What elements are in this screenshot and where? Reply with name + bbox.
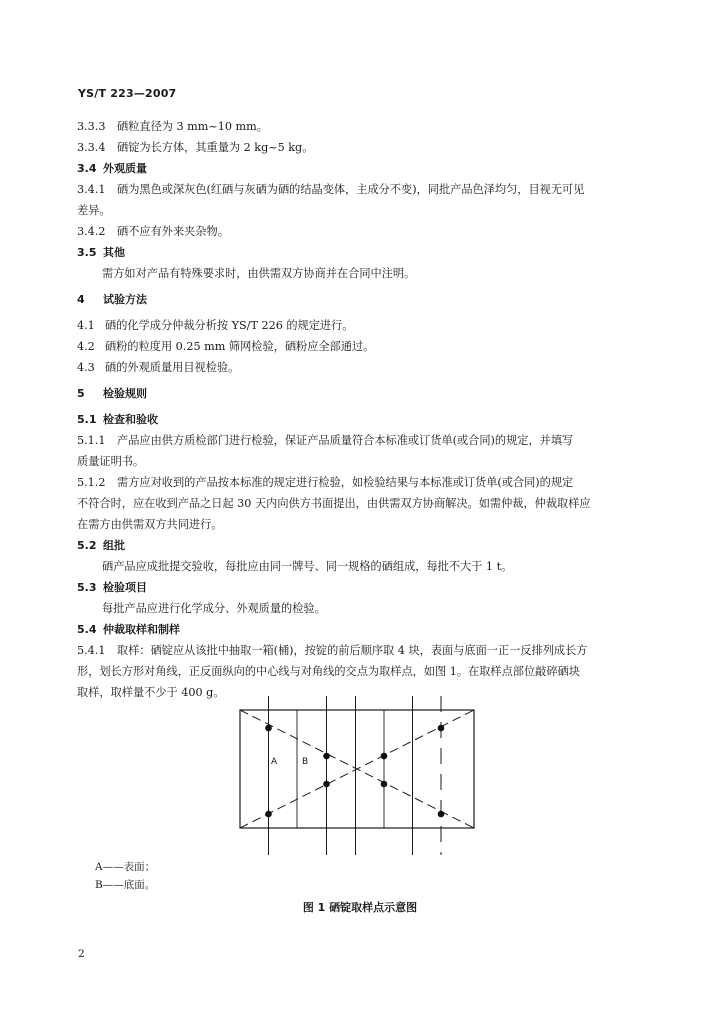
sampling-point (438, 725, 445, 732)
label-b: B (302, 757, 309, 767)
clause-number: 5.1.1 (77, 434, 106, 447)
clause-number: 5.1 (77, 413, 97, 426)
clause-text: 在需方由供需双方共同进行。 (77, 518, 223, 531)
paragraph (102, 560, 677, 574)
standard-number: YS/T 223—2007 (78, 87, 177, 100)
clause-text: 硒为黑色或深灰色(红硒与灰硒为硒的结晶变体，主成分不变)，同批产品色泽均匀，目视无可见 (117, 183, 585, 196)
figure-caption: 图 1 硒锭取样点示意图 (302, 901, 418, 914)
clause-text: 硒的外观质量用目视检验。 (105, 361, 240, 374)
clause-text: 硒粉的粒度用 0.25 mm 筛网检验，硒粉应全部通过。 (105, 340, 375, 353)
clause-text: 产品应由供方质检部门进行检验，保证产品质量符合本标准或订货单(或合同)的规定，并填写 (117, 434, 574, 447)
legend-b: B——底面。 (95, 879, 156, 891)
clause-text: 硒粒直径为 3 mm~10 mm。 (117, 120, 268, 133)
clause-text: 硒不应有外来夹杂物。 (117, 225, 229, 238)
heading-text: 组批 (103, 539, 125, 552)
paragraph-text: 硒产品应成批提交验收，每批应由同一牌号、同一规格的硒组成，每批不大于 1 t。 (102, 560, 513, 573)
clause-number: 3.4 (77, 162, 97, 175)
heading-3-5 (77, 246, 652, 260)
clause-number: 5.3 (77, 581, 97, 594)
clause-continuation (77, 665, 652, 679)
clause-5-4-1 (77, 644, 652, 658)
sampling-point (265, 811, 272, 818)
sampling-point (323, 781, 330, 788)
heading-5-1 (77, 413, 652, 427)
clause-text: 形，划长方形对角线，正反面纵向的中心线与对角线的交点为取样点，如图 1。在取样点部位敲碎硒块 (77, 665, 580, 678)
legend-a: A——表面； (95, 861, 156, 873)
clause-4-2 (77, 340, 652, 354)
clause-text: 不符合时，应在收到产品之日起 30 天内向供方书面提出，由供需双方协商解决。如需仲裁，仲裁取样应 (77, 497, 591, 510)
heading-4 (77, 293, 652, 307)
heading-text: 检验规则 (103, 387, 147, 400)
sampling-point (265, 725, 272, 732)
heading-text: 外观质量 (103, 162, 147, 175)
clause-continuation (77, 518, 652, 532)
clause-number: 3.3.4 (77, 141, 106, 154)
clause-3-4-1 (77, 183, 652, 197)
sampling-point (381, 753, 388, 760)
clause-3-3-4 (77, 141, 652, 155)
clause-5-1-1 (77, 434, 652, 448)
clause-4-3 (77, 361, 652, 375)
clause-text: 取样，取样量不少于 400 g。 (77, 686, 225, 699)
clause-3-3-3 (77, 120, 652, 134)
clause-text: 需方应对收到的产品按本标准的规定进行检验，如检验结果与本标准或订货单(或合同)的规定 (117, 476, 574, 489)
sampling-point (438, 811, 445, 818)
clause-number: 3.3.3 (77, 120, 106, 133)
paragraph (102, 267, 677, 281)
heading-5 (77, 387, 652, 401)
paragraph (102, 602, 677, 616)
heading-5-4 (77, 623, 652, 637)
clause-text: 差异。 (77, 204, 111, 217)
heading-5-3 (77, 581, 652, 595)
clause-continuation (77, 204, 652, 218)
paragraph-text: 需方如对产品有特殊要求时，由供需双方协商并在合同中注明。 (102, 267, 416, 280)
clause-number: 3.5 (77, 246, 97, 259)
clause-number: 5.4.1 (77, 644, 106, 657)
sampling-point (381, 781, 388, 788)
clause-number: 3.4.2 (77, 225, 106, 238)
sampling-point (323, 753, 330, 760)
clause-number: 4.2 (77, 340, 95, 353)
clause-number: 5 (77, 387, 85, 400)
clause-text: 硒锭为长方体，其重量为 2 kg~5 kg。 (117, 141, 314, 154)
clause-number: 5.4 (77, 623, 97, 636)
heading-5-2 (77, 539, 652, 553)
clause-text: 质量证明书。 (77, 455, 145, 468)
heading-text: 仲裁取样和制样 (103, 623, 180, 636)
clause-number: 5.1.2 (77, 476, 106, 489)
clause-text: 硒的化学成分仲裁分析按 YS/T 226 的规定进行。 (105, 319, 354, 332)
page-number: 2 (78, 948, 85, 960)
clause-continuation (77, 455, 652, 469)
clause-number: 4.3 (77, 361, 95, 374)
heading-text: 其他 (103, 246, 125, 259)
clause-4-1 (77, 319, 652, 333)
clause-continuation (77, 497, 652, 511)
heading-text: 检验项目 (103, 581, 147, 594)
paragraph-text: 每批产品应进行化学成分、外观质量的检验。 (102, 602, 326, 615)
clause-number: 5.2 (77, 539, 97, 552)
heading-text: 试验方法 (103, 293, 147, 306)
label-a: A (271, 757, 278, 767)
heading-text: 检查和验收 (103, 413, 158, 426)
clause-number: 4.1 (77, 319, 95, 332)
clause-number: 3.4.1 (77, 183, 106, 196)
clause-text: 取样：硒锭应从该批中抽取一箱(桶)，按锭的前后顺序取 4 块，表面与底面一正一反排列成长方 (117, 644, 588, 657)
sampling-diagram (220, 690, 500, 860)
clause-5-1-2 (77, 476, 652, 490)
clause-number: 4 (77, 293, 85, 306)
clause-3-4-2 (77, 225, 652, 239)
heading-3-4 (77, 162, 652, 176)
